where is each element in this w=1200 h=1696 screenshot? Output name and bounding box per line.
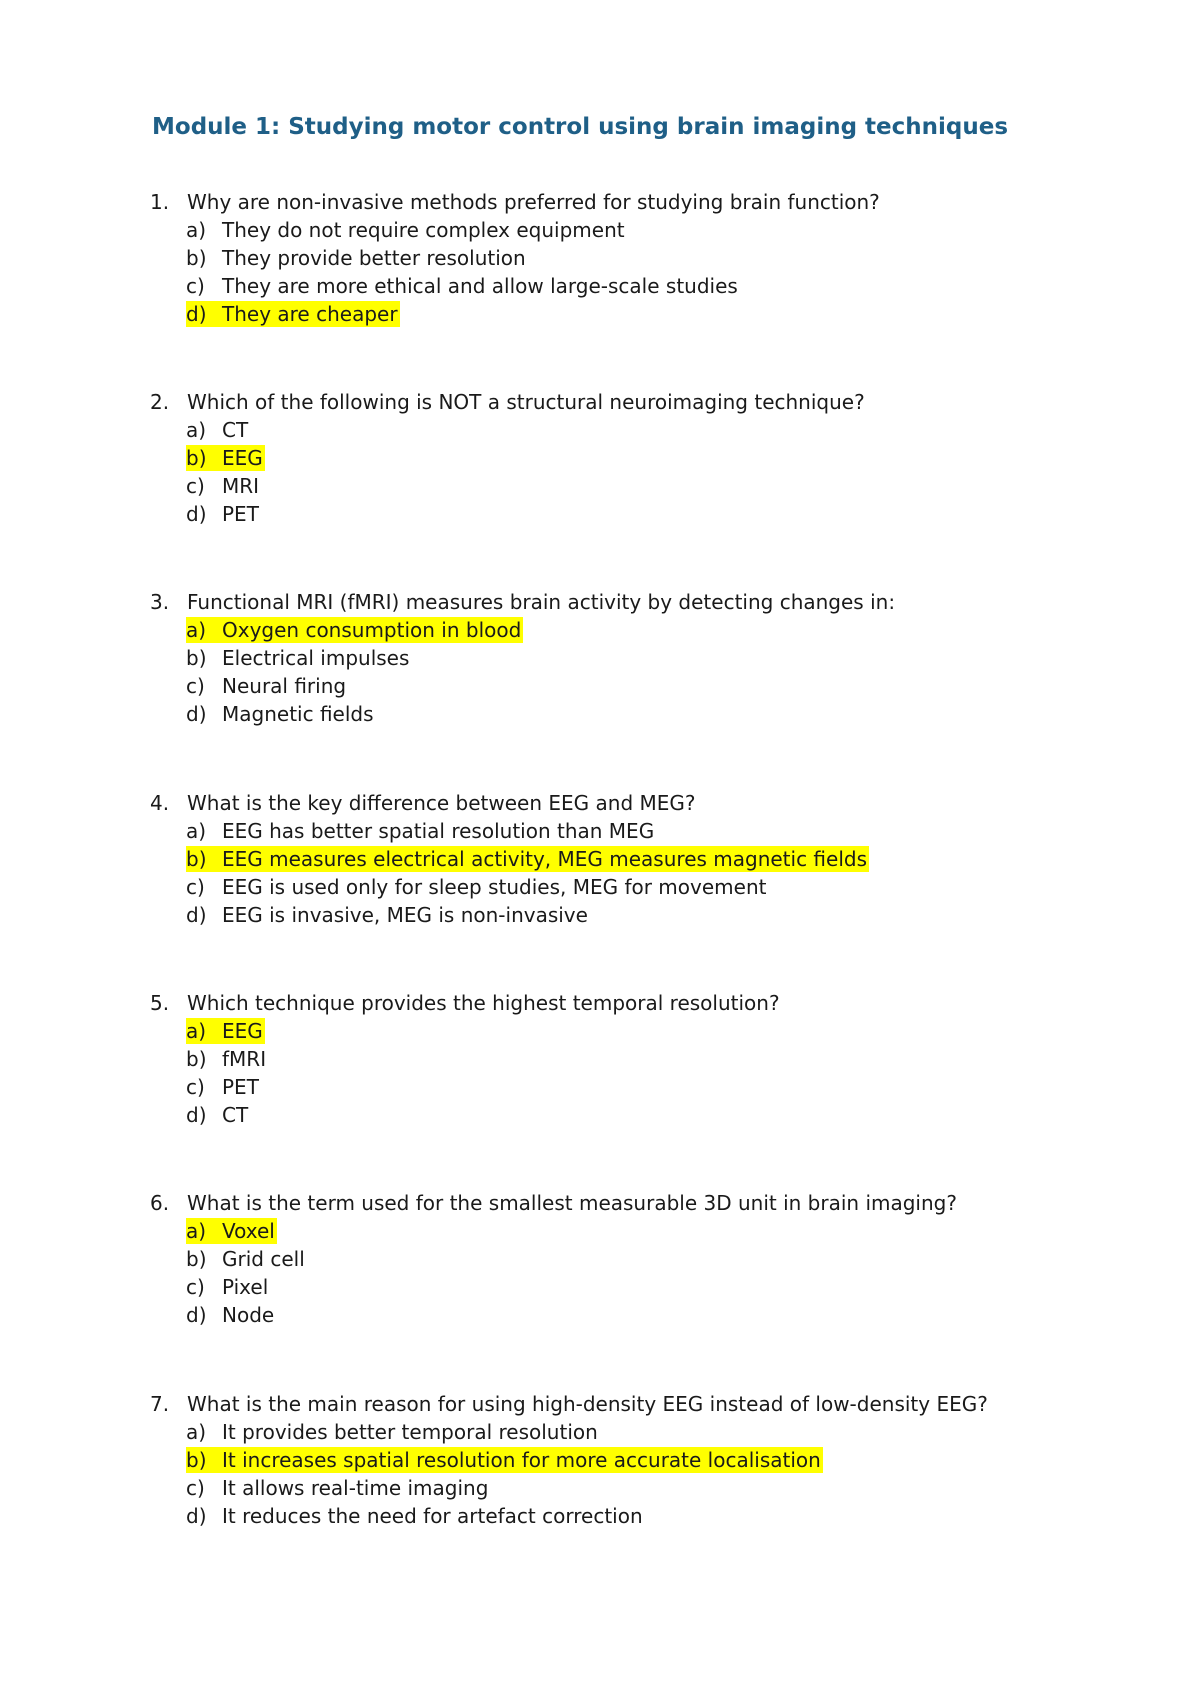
answer-option: [0, 500, 1200, 528]
answer-option: [0, 700, 1200, 728]
answer-option-text: [186, 645, 411, 671]
answer-option: [0, 817, 1200, 845]
question-3: [0, 588, 1200, 728]
option-text: EEG: [222, 1019, 263, 1043]
option-text: They are cheaper: [222, 302, 398, 326]
answer-option: [0, 1418, 1200, 1446]
option-text: Oxygen consumption in blood: [222, 618, 522, 642]
option-letter: c): [186, 875, 205, 899]
answer-option: [0, 616, 1200, 644]
question-7: [0, 1390, 1200, 1530]
option-letter: b): [186, 1047, 207, 1071]
option-text: PET: [222, 502, 259, 526]
option-letter: d): [186, 302, 207, 326]
answer-option: [0, 1474, 1200, 1502]
option-letter: a): [186, 819, 207, 843]
option-text: Voxel: [222, 1219, 275, 1243]
option-text: They are more ethical and allow large-scale studies: [222, 274, 738, 298]
question-2: [0, 388, 1200, 528]
answer-option-text: [186, 1074, 261, 1100]
highlighted-answer: [186, 846, 869, 872]
answer-option-text: [186, 1046, 268, 1072]
answer-option: [0, 416, 1200, 444]
question-1: [0, 188, 1200, 328]
option-text: It increases spatial resolution for more accurate localisation: [222, 1448, 821, 1472]
answer-option-text: [186, 1274, 270, 1300]
highlighted-answer: [186, 1218, 277, 1244]
option-letter: c): [186, 1275, 205, 1299]
option-text: They provide better resolution: [222, 246, 526, 270]
option-text: Magnetic fields: [222, 702, 374, 726]
answer-option: [0, 1073, 1200, 1101]
question-row: [0, 388, 1200, 416]
answer-option-text: [186, 1419, 600, 1445]
option-text: MRI: [222, 474, 260, 498]
question-row: [0, 1390, 1200, 1418]
answer-option: [0, 1045, 1200, 1073]
question-row: [0, 588, 1200, 616]
question-text: What is the key difference between EEG and MEG?: [187, 791, 696, 815]
answer-option: [0, 272, 1200, 300]
answer-option-text: [186, 1302, 276, 1328]
option-text: It provides better temporal resolution: [222, 1420, 598, 1444]
answer-option-text: [186, 1246, 307, 1272]
question-number: 3.: [150, 590, 170, 614]
option-letter: a): [186, 418, 207, 442]
answer-option-text: [186, 217, 627, 243]
option-text: It allows real-time imaging: [222, 1476, 489, 1500]
option-text: EEG measures electrical activity, MEG measures magnetic fields: [222, 847, 868, 871]
option-text: Electrical impulses: [222, 646, 410, 670]
question-number: 2.: [150, 390, 170, 414]
answer-option-text: [186, 1475, 490, 1501]
option-letter: d): [186, 502, 207, 526]
option-letter: c): [186, 274, 205, 298]
question-6: [0, 1189, 1200, 1329]
option-text: EEG: [222, 446, 263, 470]
answer-option: [0, 1446, 1200, 1474]
option-text: Node: [222, 1303, 275, 1327]
option-letter: b): [186, 446, 207, 470]
answer-option-text: [186, 417, 250, 443]
answer-option-text: [186, 245, 528, 271]
option-text: They do not require complex equipment: [222, 218, 625, 242]
option-letter: d): [186, 1504, 207, 1528]
answer-option: [0, 873, 1200, 901]
question-5: [0, 989, 1200, 1129]
option-letter: b): [186, 646, 207, 670]
highlighted-answer: [186, 617, 523, 643]
answer-option: [0, 300, 1200, 328]
option-text: Pixel: [222, 1275, 269, 1299]
answer-option-text: [186, 673, 348, 699]
question-text: What is the main reason for using high-density EEG instead of low-density EEG?: [187, 1392, 988, 1416]
answer-option: [0, 1101, 1200, 1129]
answer-option: [0, 1245, 1200, 1273]
answer-option-text: [186, 1102, 250, 1128]
question-row: [0, 1189, 1200, 1217]
answer-option-text: [186, 273, 740, 299]
option-letter: b): [186, 1247, 207, 1271]
question-number: 7.: [150, 1392, 170, 1416]
option-letter: d): [186, 1303, 207, 1327]
option-letter: d): [186, 903, 207, 927]
answer-option: [0, 244, 1200, 272]
answer-option-text: [186, 874, 768, 900]
question-4: [0, 789, 1200, 929]
answer-option-text: [186, 701, 376, 727]
option-letter: d): [186, 1103, 207, 1127]
option-letter: a): [186, 1219, 207, 1243]
option-text: It reduces the need for artefact correction: [222, 1504, 643, 1528]
option-letter: d): [186, 702, 207, 726]
option-text: CT: [222, 418, 249, 442]
answer-option: [0, 672, 1200, 700]
option-letter: b): [186, 246, 207, 270]
option-text: CT: [222, 1103, 249, 1127]
option-letter: c): [186, 674, 205, 698]
option-letter: a): [186, 1019, 207, 1043]
option-text: EEG is used only for sleep studies, MEG for movement: [222, 875, 767, 899]
page-title: Module 1: Studying motor control using brain imaging techniques: [152, 114, 1009, 140]
option-letter: b): [186, 1448, 207, 1472]
highlighted-answer: [186, 445, 265, 471]
option-letter: c): [186, 1075, 205, 1099]
question-row: [0, 989, 1200, 1017]
question-row: [0, 188, 1200, 216]
option-letter: c): [186, 1476, 205, 1500]
answer-option: [0, 1502, 1200, 1530]
answer-option: [0, 845, 1200, 873]
answer-option-text: [186, 473, 261, 499]
answer-option: [0, 901, 1200, 929]
option-text: Neural firing: [222, 674, 347, 698]
option-text: EEG is invasive, MEG is non-invasive: [222, 903, 588, 927]
option-text: EEG has better spatial resolution than MEG: [222, 819, 655, 843]
question-number: 4.: [150, 791, 170, 815]
answer-option: [0, 1273, 1200, 1301]
option-letter: a): [186, 1420, 207, 1444]
answer-option-text: [186, 501, 261, 527]
question-number: 6.: [150, 1191, 170, 1215]
answer-option: [0, 1017, 1200, 1045]
question-text: Functional MRI (fMRI) measures brain activity by detecting changes in:: [187, 590, 896, 614]
question-text: What is the term used for the smallest measurable 3D unit in brain imaging?: [187, 1191, 957, 1215]
question-text: Why are non-invasive methods preferred for studying brain function?: [187, 190, 880, 214]
option-letter: a): [186, 618, 207, 642]
answer-option: [0, 1217, 1200, 1245]
option-text: Grid cell: [222, 1247, 305, 1271]
option-letter: c): [186, 474, 205, 498]
answer-option-text: [186, 902, 590, 928]
answer-option: [0, 444, 1200, 472]
answer-option: [0, 1301, 1200, 1329]
answer-option: [0, 644, 1200, 672]
answer-option: [0, 216, 1200, 244]
question-row: [0, 789, 1200, 817]
question-number: 5.: [150, 991, 170, 1015]
option-text: fMRI: [222, 1047, 267, 1071]
option-letter: b): [186, 847, 207, 871]
answer-option: [0, 472, 1200, 500]
question-number: 1.: [150, 190, 170, 214]
answer-option-text: [186, 818, 656, 844]
option-letter: a): [186, 218, 207, 242]
answer-option-text: [186, 1503, 645, 1529]
question-text: Which of the following is NOT a structural neuroimaging technique?: [187, 390, 865, 414]
question-text: Which technique provides the highest temporal resolution?: [187, 991, 780, 1015]
option-text: PET: [222, 1075, 259, 1099]
highlighted-answer: [186, 1447, 823, 1473]
highlighted-answer: [186, 301, 400, 327]
highlighted-answer: [186, 1018, 265, 1044]
